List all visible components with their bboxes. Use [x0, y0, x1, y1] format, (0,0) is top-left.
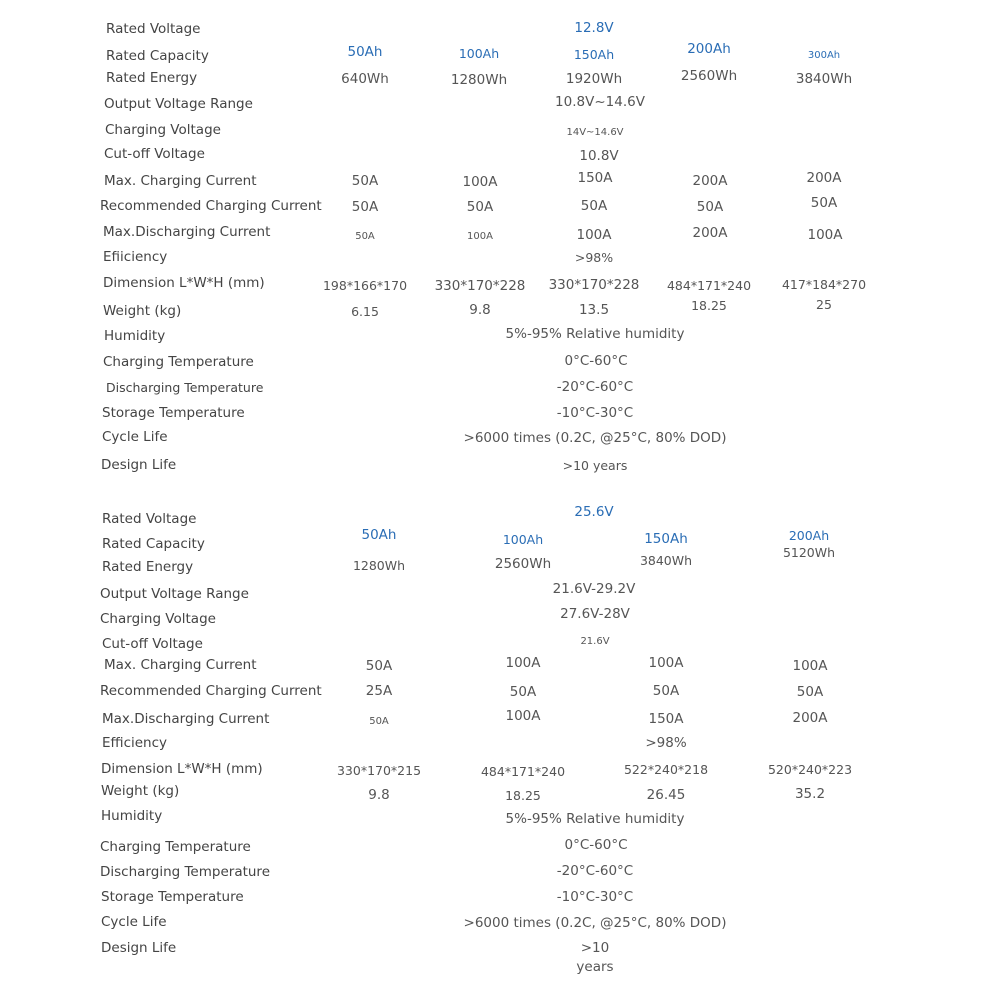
dimension-value: 198*166*170	[322, 278, 408, 293]
dimension-value: 330*170*215	[336, 763, 422, 778]
energy-value: 3840Wh	[795, 71, 853, 87]
label-cutoff-voltage: Cut-off Voltage	[102, 636, 203, 652]
efficiency-value: >98%	[645, 735, 687, 751]
label-humidity: Humidity	[101, 808, 163, 824]
storage-temperature-value: -10°C-30°C	[556, 889, 634, 905]
label-storage-temperature: Storage Temperature	[101, 889, 244, 905]
label-efficiency: Efficiency	[102, 735, 168, 751]
weight-value: 25	[816, 297, 832, 312]
max-charging-current-value: 100A	[505, 655, 541, 671]
label-cycle-life: Cycle Life	[102, 429, 168, 445]
label-recommended-charging-current: Recommended Charging Current	[100, 683, 322, 699]
label-discharging-temperature: Discharging Temperature	[100, 864, 270, 880]
recommended-charging-current-value: 50A	[351, 199, 379, 215]
label-recommended-charging-current: Recommended Charging Current	[100, 198, 322, 214]
cutoff-voltage-value: 21.6V	[580, 636, 610, 647]
energy-value: 3840Wh	[639, 553, 693, 568]
recommended-charging-current-value: 50A	[796, 684, 824, 700]
label-discharging-temperature: Discharging Temperature	[106, 380, 264, 395]
dimension-value: 417*184*270	[781, 277, 867, 292]
max-discharging-current-value: 100A	[807, 227, 843, 243]
rated-voltage-value: 25.6V	[574, 504, 614, 520]
charging-voltage-value: 14V~14.6V	[566, 127, 624, 138]
capacity-value: 50Ah	[347, 44, 383, 60]
capacity-value: 100Ah	[458, 46, 500, 61]
cycle-life-value: >6000 times (0.2C, @25°C, 80% DOD)	[463, 430, 727, 446]
recommended-charging-current-value: 50A	[652, 683, 680, 699]
label-charging-voltage: Charging Voltage	[105, 122, 221, 138]
label-rated-energy: Rated Energy	[106, 70, 198, 86]
energy-value: 1280Wh	[352, 558, 406, 573]
recommended-charging-current-value: 50A	[509, 684, 537, 700]
capacity-value: 300Ah	[807, 50, 841, 61]
discharging-temperature-value: -20°C-60°C	[556, 379, 634, 395]
humidity-value: 5%-95% Relative humidity	[505, 811, 685, 827]
max-discharging-current-value: 100A	[467, 231, 493, 242]
weight-value: 18.25	[505, 788, 541, 803]
energy-value: 1920Wh	[565, 71, 623, 87]
max-discharging-current-value: 100A	[505, 708, 541, 724]
weight-value: 18.25	[691, 298, 727, 313]
humidity-value: 5%-95% Relative humidity	[505, 326, 685, 342]
weight-value: 9.8	[368, 787, 390, 803]
dimension-value: 330*170*228	[434, 278, 526, 294]
label-max-charging-current: Max. Charging Current	[104, 657, 257, 673]
max-charging-current-value: 200A	[806, 170, 842, 186]
max-discharging-current-value: 200A	[692, 225, 728, 241]
storage-temperature-value: -10°C-30°C	[556, 405, 634, 421]
capacity-value: 50Ah	[361, 527, 397, 543]
discharging-temperature-value: -20°C-60°C	[556, 863, 634, 879]
label-dimension: Dimension L*W*H (mm)	[103, 275, 265, 291]
label-max-discharging-current: Max.Discharging Current	[102, 711, 270, 727]
capacity-value: 150Ah	[644, 531, 688, 547]
energy-value: 640Wh	[341, 71, 389, 87]
recommended-charging-current-value: 50A	[580, 198, 608, 214]
capacity-value: 200Ah	[687, 41, 731, 57]
charging-temperature-value: 0°C-60°C	[564, 837, 628, 853]
max-charging-current-value: 100A	[648, 655, 684, 671]
energy-value: 2560Wh	[680, 68, 738, 84]
label-rated-voltage: Rated Voltage	[102, 511, 197, 527]
energy-value: 1280Wh	[450, 72, 508, 88]
output-voltage-range-value: 10.8V~14.6V	[555, 94, 645, 110]
weight-value: 6.15	[351, 304, 379, 319]
label-max-charging-current: Max. Charging Current	[104, 173, 257, 189]
energy-value: 2560Wh	[494, 556, 552, 572]
dimension-value: 330*170*228	[548, 277, 640, 293]
label-weight: Weight (kg)	[101, 783, 180, 799]
label-storage-temperature: Storage Temperature	[102, 405, 245, 421]
weight-value: 9.8	[469, 302, 491, 318]
max-charging-current-value: 100A	[792, 658, 828, 674]
label-charging-temperature: Charging Temperature	[103, 354, 254, 370]
weight-value: 26.45	[646, 787, 686, 803]
recommended-charging-current-value: 50A	[810, 195, 838, 211]
label-rated-energy: Rated Energy	[102, 559, 194, 575]
max-discharging-current-value: 200A	[792, 710, 828, 726]
design-life-value: >10	[580, 940, 610, 956]
label-charging-voltage: Charging Voltage	[100, 611, 216, 627]
label-rated-capacity: Rated Capacity	[102, 536, 205, 552]
max-charging-current-value: 100A	[462, 174, 498, 190]
label-dimension: Dimension L*W*H (mm)	[101, 761, 263, 777]
label-output-voltage-range: Output Voltage Range	[104, 96, 253, 112]
max-charging-current-value: 150A	[577, 170, 613, 186]
cutoff-voltage-value: 10.8V	[579, 148, 619, 164]
label-charging-temperature: Charging Temperature	[100, 839, 251, 855]
dimension-value: 520*240*223	[767, 762, 853, 777]
dimension-value: 484*171*240	[666, 278, 752, 293]
label-output-voltage-range: Output Voltage Range	[100, 586, 249, 602]
dimension-value: 484*171*240	[480, 764, 566, 779]
design-life-value: >10 years	[562, 458, 628, 473]
dimension-value: 522*240*218	[623, 762, 709, 777]
label-weight: Weight (kg)	[103, 303, 182, 319]
label-humidity: Humidity	[104, 328, 166, 344]
label-cycle-life: Cycle Life	[101, 914, 167, 930]
max-charging-current-value: 50A	[351, 173, 379, 189]
capacity-value: 150Ah	[573, 47, 615, 62]
recommended-charging-current-value: 25A	[365, 683, 393, 699]
weight-value: 35.2	[794, 786, 826, 802]
label-design-life: Design Life	[101, 940, 177, 956]
label-efficiency: Efiiciency	[103, 249, 168, 265]
capacity-value: 100Ah	[502, 532, 544, 547]
energy-value: 5120Wh	[782, 545, 836, 560]
recommended-charging-current-value: 50A	[466, 199, 494, 215]
max-charging-current-value: 50A	[365, 658, 393, 674]
output-voltage-range-value: 21.6V-29.2V	[552, 581, 636, 597]
max-discharging-current-value: 50A	[355, 231, 375, 242]
label-rated-capacity: Rated Capacity	[106, 48, 209, 64]
charging-temperature-value: 0°C-60°C	[564, 353, 628, 369]
max-charging-current-value: 200A	[692, 173, 728, 189]
label-cutoff-voltage: Cut-off Voltage	[104, 146, 205, 162]
efficiency-value: >98%	[574, 250, 614, 265]
max-discharging-current-value: 150A	[648, 711, 684, 727]
rated-voltage-value: 12.8V	[574, 20, 614, 36]
label-rated-voltage: Rated Voltage	[106, 21, 201, 37]
max-discharging-current-value: 100A	[576, 227, 612, 243]
charging-voltage-value: 27.6V-28V	[560, 606, 630, 622]
design-life-value-line2: years	[576, 959, 614, 975]
label-max-discharging-current: Max.Discharging Current	[103, 224, 271, 240]
max-discharging-current-value: 50A	[369, 716, 389, 727]
label-design-life: Design Life	[101, 457, 177, 473]
capacity-value: 200Ah	[788, 528, 830, 543]
weight-value: 13.5	[578, 302, 610, 318]
recommended-charging-current-value: 50A	[696, 199, 724, 215]
cycle-life-value: >6000 times (0.2C, @25°C, 80% DOD)	[463, 915, 727, 931]
